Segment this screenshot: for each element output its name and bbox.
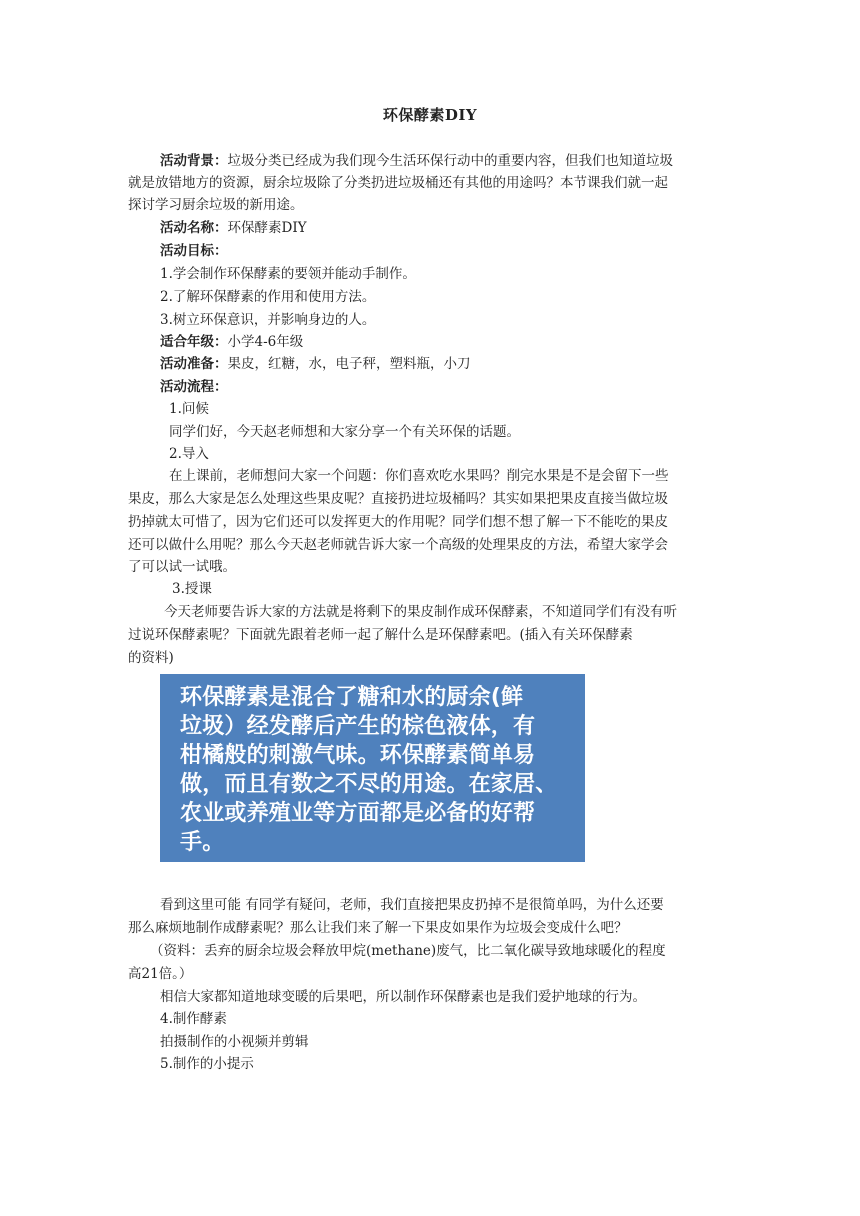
info-image-line-5: 农业或养殖业等方面都是必备的好帮	[180, 801, 536, 826]
grade-value: 小学4-6年级	[227, 334, 304, 350]
step-3-heading: 3.授课	[172, 581, 212, 597]
activity-name-line	[160, 217, 307, 239]
info-image-line-2: 垃圾）经发酵后产生的棕色液体，有	[180, 714, 536, 739]
prep-value: 果皮，红糖，水，电子秤，塑料瓶，小刀	[227, 356, 471, 372]
step-3-line-1: 今天老师要告诉大家的方法就是将剩下的果皮制作成环保酵素，不知道同学们有没有听	[164, 604, 677, 620]
background-line-3: 探讨学习厨余垃圾的新用途。	[128, 197, 304, 213]
note-line-1: （资料：丢弃的厨余垃圾会释放甲烷(methane)废气，比二氧化碳导致地球暖化的程度	[150, 943, 666, 959]
info-image-line-3: 柑橘般的刺激气味。环保酵素简单易	[180, 743, 536, 768]
step-2-line-1: 在上课前，老师想问大家一个问题：你们喜欢吃水果吗？削完水果是不是会留下一些	[169, 468, 669, 484]
info-image-line-6: 手。	[180, 830, 225, 855]
step-2-line-3: 扔掉就太可惜了，因为它们还可以发挥更大的作用呢？同学们想不想了解一下不能吃的果皮	[128, 514, 668, 530]
background-line-2: 就是放错地方的资源，厨余垃圾除了分类扔进垃圾桶还有其他的用途吗？本节课我们就一起	[128, 175, 668, 191]
background-label: 活动背景：	[160, 153, 228, 169]
step-3-line-2: 过说环保酵素呢？下面就先跟着老师一起了解什么是环保酵素吧。(插入有关环保酵素	[128, 627, 633, 643]
enzyme-info-image	[160, 674, 585, 862]
conclusion-text: 相信大家都知道地球变暖的后果吧，所以制作环保酵素也是我们爱护地球的行为。	[160, 989, 646, 1005]
background-text-1: 垃圾分类已经成为我们现今生活环保行动中的重要内容，但我们也知道垃圾	[227, 153, 673, 169]
goal-item-1: 1.学会制作环保酵素的要领并能动手制作。	[160, 266, 416, 282]
step-1-text: 同学们好，今天赵老师想和大家分享一个有关环保的话题。	[169, 424, 520, 440]
activity-name-label: 活动名称：	[160, 220, 228, 236]
prep-line	[160, 353, 471, 375]
after-line-1: 看到这里可能 有同学有疑问，老师，我们直接把果皮扔掉不是很简单吗，为什么还要	[160, 897, 664, 913]
step-2-heading: 2.导入	[169, 446, 209, 462]
step-5-heading: 5.制作的小提示	[160, 1056, 254, 1072]
note-line-2: 高21倍。）	[128, 966, 193, 982]
info-image-line-4: 做，而且有数之不尽的用途。在家居、	[180, 772, 558, 797]
info-image-line-1: 环保酵素是混合了糖和水的厨余(鲜	[180, 685, 524, 710]
step-2-line-5: 了可以试一试哦。	[128, 559, 236, 575]
step-1-heading: 1.问候	[169, 401, 209, 417]
activity-name-value: 环保酵素DIY	[227, 220, 307, 236]
document-title: 环保酵素DIY	[382, 106, 478, 124]
step-2-line-4: 还可以做什么用呢？那么今天赵老师就告诉大家一个高级的处理果皮的方法，希望大家学会	[128, 537, 668, 553]
after-line-2: 那么麻烦地制作成酵素呢？那么让我们来了解一下果皮如果作为垃圾会变成什么吧？	[128, 920, 628, 936]
grade-line	[160, 331, 303, 353]
grade-label: 适合年级：	[160, 334, 228, 350]
step-4-heading: 4.制作酵素	[160, 1011, 227, 1027]
step-3-line-3: 的资料)	[128, 650, 174, 666]
goal-item-3: 3.树立环保意识，并影响身边的人。	[160, 312, 376, 328]
goal-item-2: 2.了解环保酵素的作用和使用方法。	[160, 289, 376, 305]
prep-label: 活动准备：	[160, 356, 228, 372]
background-line-1	[160, 150, 673, 172]
process-label: 活动流程：	[160, 379, 228, 395]
goals-label: 活动目标：	[160, 243, 228, 259]
step-4-text: 拍摄制作的小视频并剪辑	[160, 1034, 309, 1050]
step-2-line-2: 果皮，那么大家是怎么处理这些果皮呢？直接扔进垃圾桶吗？其实如果把果皮直接当做垃圾	[128, 491, 668, 507]
